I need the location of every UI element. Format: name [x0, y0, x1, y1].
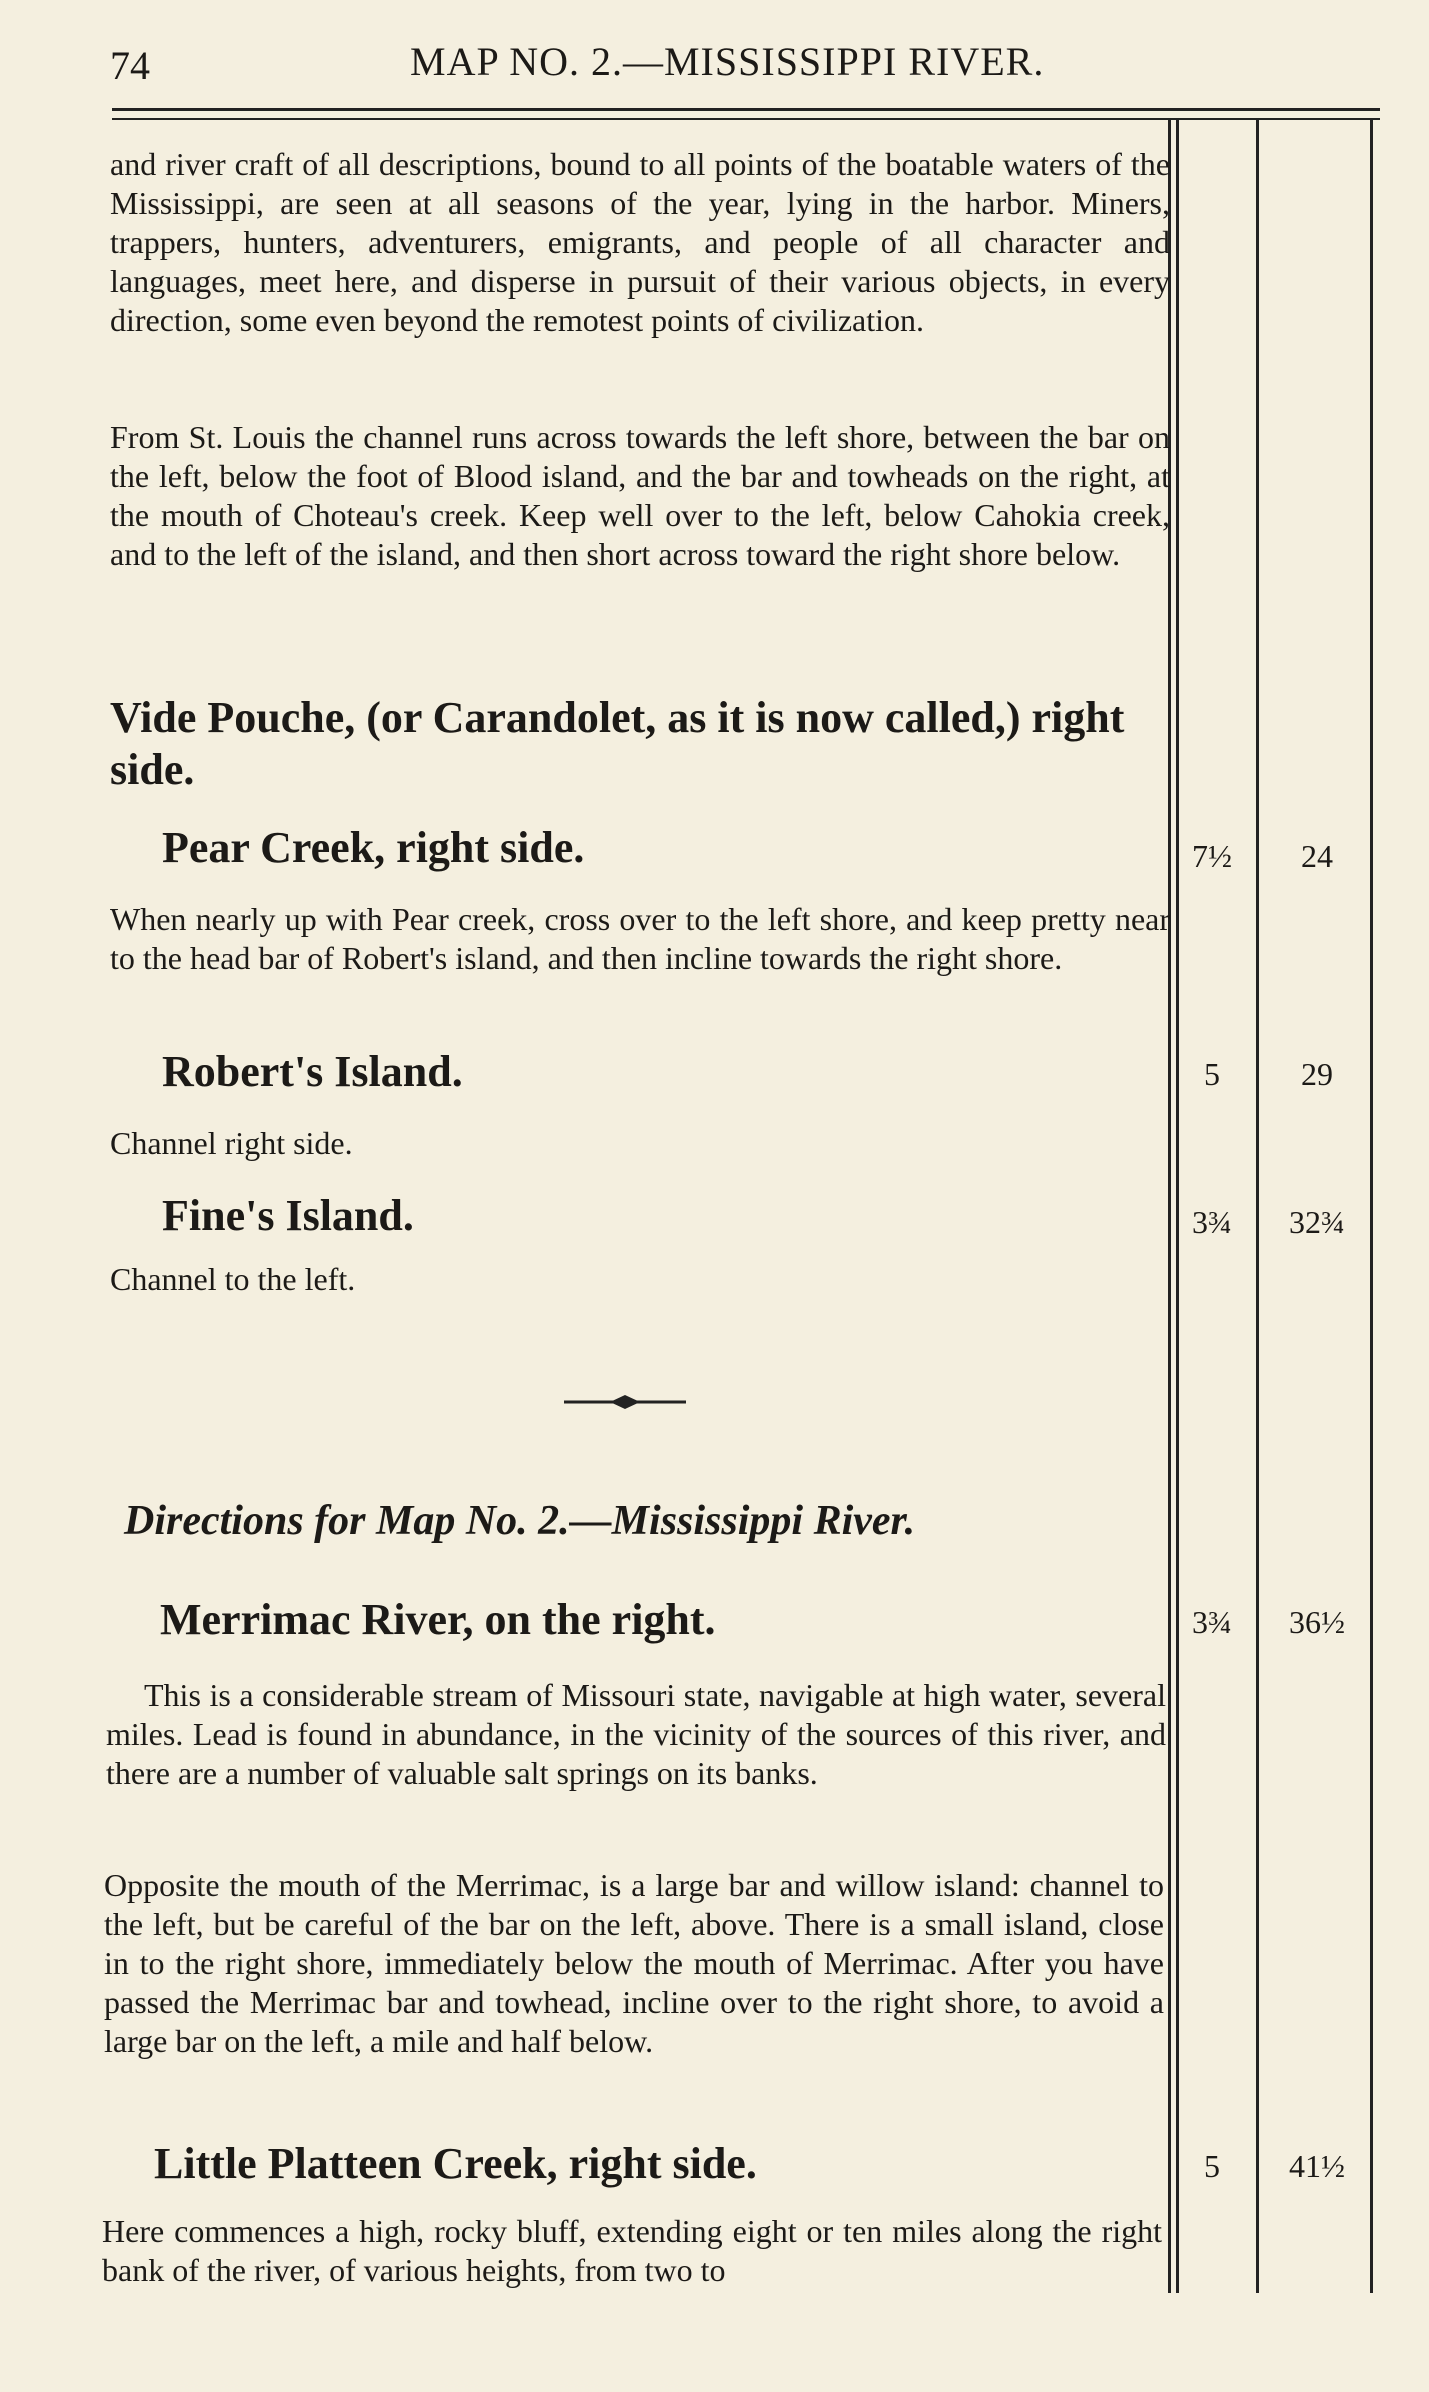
roberts-island-note: Channel right side.	[110, 1125, 353, 1161]
pear-creek-total: 24	[1301, 838, 1333, 874]
little-platteen-miles: 5	[1204, 2148, 1220, 2184]
intro-paragraph: and river craft of all descriptions, bound to all points of the boatable waters of the Mississippi, are seen at all seasons of the year, lying in the harbor. Miners, trappers, hunters, adventurers, emigrants, and people of all character and languages, meet here, and disperse in pursuit of their various objects, in every direction, some even beyond the remotest points of civilization.	[110, 146, 1170, 338]
fines-island-heading: Fine's Island.	[162, 1191, 414, 1240]
vide-pouche-heading: Vide Pouche, (or Carandolet, as it is now called,) right side.	[110, 693, 1125, 794]
little-platteen-heading: Little Platteen Creek, right side.	[154, 2139, 757, 2188]
header-rule-thick	[112, 108, 1380, 111]
roberts-island-total: 29	[1301, 1056, 1333, 1092]
pear-creek-miles: 7½	[1192, 838, 1232, 874]
merrimac-miles: 3¾	[1192, 1604, 1232, 1640]
merrimac-heading: Merrimac River, on the right.	[160, 1595, 716, 1644]
pear-creek-heading: Pear Creek, right side.	[162, 823, 585, 872]
pear-creek-paragraph: When nearly up with Pear creek, cross over to the left shore, and keep pretty near to the head bar of Robert's island, and then incline towards the right shore.	[110, 901, 1170, 976]
page-title: MAP NO. 2.—MISSISSIPPI RIVER.	[410, 39, 1045, 84]
merrimac-paragraph-2: Opposite the mouth of the Merrimac, is a large bar and willow island: channel to the left, but be careful of the bar on the left, above. There is a small island, close in to the right shore, immediately below the mouth of Merrimac. After you have passed the Merrimac bar and towhead, incline over to the right shore, to avoid a large bar on the left, a mile and half below.	[104, 1867, 1164, 2059]
little-platteen-total: 41½	[1289, 2148, 1345, 2184]
section-divider-ornament	[560, 1392, 690, 1412]
little-platteen-paragraph: Here commences a high, rocky bluff, extending eight or ten miles along the right bank of the river, of various heights, from two to	[102, 2213, 1162, 2288]
merrimac-paragraph-1: This is a considerable stream of Missouri state, navigable at high water, several miles. Lead is found in abundance, in the vicinity of the sources of this river, and there are a number of valuable salt springs on its banks.	[106, 1677, 1166, 1791]
roberts-island-miles: 5	[1204, 1056, 1220, 1092]
page-header	[110, 38, 1380, 98]
fines-island-total: 32¾	[1289, 1204, 1345, 1240]
roberts-island-heading: Robert's Island.	[162, 1047, 463, 1096]
header-rule-thin	[112, 118, 1380, 120]
fines-island-note: Channel to the left.	[110, 1261, 356, 1297]
directions-heading: Directions for Map No. 2.—Mississippi River.	[124, 1498, 916, 1544]
column-divider-3	[1256, 118, 1259, 2293]
page-number: 74	[110, 43, 150, 88]
st-louis-paragraph: From St. Louis the channel runs across towards the left shore, between the bar on the left, below the foot of Blood island, and the bar and towheads on the right, at the mouth of Choteau's creek. Keep well over to the left, below Cahokia creek, and to the left of the island, and then short across toward the right shore below.	[110, 419, 1170, 572]
merrimac-total: 36½	[1289, 1604, 1345, 1640]
fines-island-miles: 3¾	[1192, 1204, 1232, 1240]
